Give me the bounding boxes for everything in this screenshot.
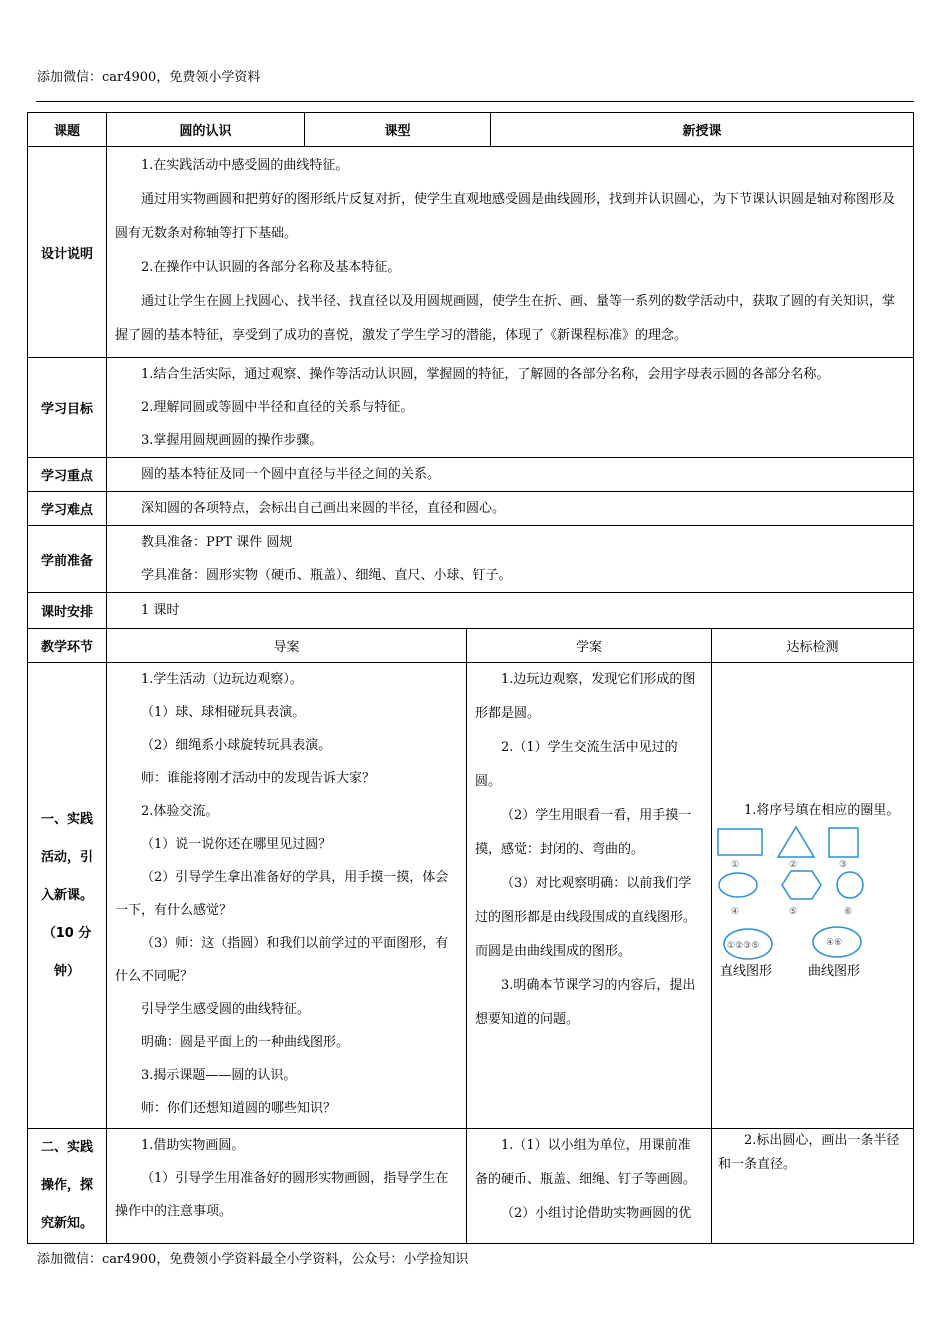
goals-content [107, 358, 914, 458]
goal-item: 1.结合生活实际，通过观察、操作等活动认识圆，掌握圆的特征，了解圆的各部分名称，会用字母表示圆的各部分名称。 [141, 367, 830, 382]
study-item: （2）小组讨论借助实物画圆的优 [501, 1206, 692, 1221]
footer-note: 添加微信：car4900，免费领小学资料最全小学资料，公众号：小学捡知识 [37, 1252, 469, 1267]
header-divider [36, 101, 914, 102]
stage-line: （10 分 [42, 925, 92, 941]
goals-row [28, 358, 914, 458]
guide-item: 师：你们还想知道圆的哪些知识？ [141, 1101, 337, 1116]
section1-guide [107, 663, 467, 1129]
section1-stage [28, 663, 107, 1129]
study-item: （3）对比观察明确：以前我们学过的图形都是由线段围成的直线图形。而圆是由曲线围成的图形。 [475, 876, 697, 959]
study-item: 2.（1）学生交流生活中见过的圆。 [475, 740, 678, 789]
goals-label: 学习目标 [28, 358, 107, 458]
topic-label: 课题 [28, 113, 107, 147]
circle-shape [837, 872, 863, 898]
prep-row [28, 526, 914, 593]
prep-content [107, 526, 914, 593]
guide-item: 2.体验交流。 [141, 804, 219, 819]
study-item: 1.边玩边观察，发现它们形成的图形都是圆。 [475, 672, 696, 721]
stage-line: 入新课。 [40, 887, 93, 903]
stage-line: 一、实践 [40, 811, 93, 827]
design-para: 通过让学生在圆上找圆心、找半径、找直径以及用圆规画圆，使学生在折、画、量等一系列的数学活动中，获取了圆的有关知识，掌握了圆的基本特征，享受到了成功的喜悦，激发了学生学习的潜能，体现了《新课程标准》的理念。 [115, 294, 896, 343]
schedule-text: 1 课时 [141, 602, 180, 618]
guide-item: （1）球、球相碰玩具表演。 [141, 705, 306, 720]
schedule-row [28, 593, 914, 629]
stage-line: 钟） [53, 963, 80, 979]
prep-item: 教具准备：PPT 课件 圆规 [141, 535, 293, 550]
guide-item: 师：谁能将刚才活动中的发现告诉大家？ [141, 771, 376, 786]
shape-number: ④ [731, 906, 740, 917]
topic-value: 圆的认识 [107, 113, 305, 147]
schedule-content [107, 593, 914, 629]
focus-row [28, 458, 914, 492]
type-label: 课型 [305, 113, 491, 147]
col-stage-header: 教学环节 [28, 629, 107, 663]
guide-item: 3.揭示课题——圆的认识。 [141, 1068, 297, 1083]
design-para: 2.在操作中认识圆的各部分名称及基本特征。 [141, 260, 401, 275]
guide-item: （2）引导学生拿出准备好的学具，用手摸一摸，体会一下，有什么感觉？ [115, 870, 449, 918]
col-check-header: 达标检测 [712, 629, 914, 663]
group-b-label: 曲线图形 [808, 963, 861, 979]
guide-item: （2）细绳系小球旋转玩具表演。 [141, 738, 332, 753]
difficulty-text: 深知圆的各项特点，会标出自己画出来圆的半径，直径和圆心。 [141, 501, 506, 516]
study-item: 1.（1）以小组为单位，用课前准备的硬币、瓶盖、细绳、钉子等画圆。 [475, 1138, 697, 1187]
section2-check [712, 1129, 914, 1244]
section1-row [28, 663, 914, 1129]
section2-row [28, 1129, 914, 1244]
shape-classification-figure [716, 823, 911, 993]
goal-item: 2.理解同圆或等圆中半径和直径的关系与特征。 [141, 400, 414, 415]
focus-text: 圆的基本特征及同一个圆中直径与半径之间的关系。 [141, 467, 441, 482]
section2-guide [107, 1129, 467, 1244]
square-shape [829, 828, 858, 857]
triangle-shape [778, 827, 814, 857]
rectangle-shape [718, 829, 762, 855]
stage-line: 操作，探 [40, 1178, 93, 1193]
guide-item: 1.借助实物画圆。 [141, 1138, 245, 1153]
section1-study [467, 663, 712, 1129]
col-guide-header: 导案 [107, 629, 467, 663]
difficulty-content [107, 492, 914, 526]
shape-number: ① [731, 859, 740, 870]
shape-number: ③ [839, 859, 848, 870]
shape-number: ⑥ [844, 906, 853, 917]
stage-line: 二、实践 [40, 1140, 93, 1155]
difficulty-label: 学习难点 [28, 492, 107, 526]
stage-line: 活动，引 [40, 849, 93, 865]
section1-check [712, 663, 914, 1129]
column-header-row [28, 629, 914, 663]
type-value: 新授课 [491, 113, 914, 147]
check-question: 2.标出圆心，画出一条半径和一条直径。 [718, 1133, 900, 1172]
design-row [28, 147, 914, 358]
study-item: （2）学生用眼看一看，用手摸一摸，感觉：封闭的、弯曲的。 [475, 808, 692, 857]
prep-item: 学具准备：圆形实物（硬币、瓶盖）、细绳、直尺、小球、钉子。 [141, 568, 512, 583]
focus-label: 学习重点 [28, 458, 107, 492]
design-label: 设计说明 [28, 147, 107, 358]
topic-row [28, 113, 914, 147]
section2-study [467, 1129, 712, 1244]
stage-line: 究新知。 [40, 1216, 93, 1231]
group-a-label: 直线图形 [720, 963, 773, 979]
group-b-numbers: ④⑥ [826, 937, 843, 948]
design-content [107, 147, 914, 358]
schedule-label: 课时安排 [28, 593, 107, 629]
ellipse-shape [719, 873, 757, 897]
lesson-plan-table [27, 112, 914, 1244]
guide-item: （3）师：这（指圆）和我们以前学过的平面图形，有什么不同呢？ [115, 936, 449, 984]
difficulty-row [28, 492, 914, 526]
guide-item: （1）引导学生用准备好的圆形实物画圆，指导学生在操作中的注意事项。 [115, 1171, 449, 1219]
focus-content [107, 458, 914, 492]
guide-item: 明确：圆是平面上的一种曲线图形。 [141, 1035, 350, 1050]
section2-stage [28, 1129, 107, 1244]
prep-label: 学前准备 [28, 526, 107, 593]
shape-number: ② [789, 859, 798, 870]
group-a-numbers: ①②③⑤ [727, 940, 760, 951]
guide-item: 引导学生感受圆的曲线特征。 [141, 1002, 311, 1017]
design-para: 1.在实践活动中感受圆的曲线特征。 [141, 158, 349, 173]
col-study-header: 学案 [467, 629, 712, 663]
shape-number: ⑤ [789, 906, 798, 917]
design-para: 通过用实物画圆和把剪好的图形纸片反复对折，使学生直观地感受圆是曲线圆形，找到并认识圆心，为下节课认识圆是轴对称图形及圆有无数条对称轴等打下基础。 [115, 192, 896, 241]
hexagon-shape [782, 871, 821, 899]
header-note: 添加微信：car4900，免费领小学资料 [37, 70, 261, 85]
guide-item: （1）说一说你还在哪里见过圆？ [141, 837, 332, 852]
guide-item: 1.学生活动（边玩边观察）。 [141, 672, 303, 687]
check-question: 1.将序号填在相应的圈里。 [744, 802, 900, 818]
study-item: 3.明确本节课学习的内容后，提出想要知道的问题。 [475, 978, 696, 1027]
goal-item: 3.掌握用圆规画圆的操作步骤。 [141, 433, 323, 448]
